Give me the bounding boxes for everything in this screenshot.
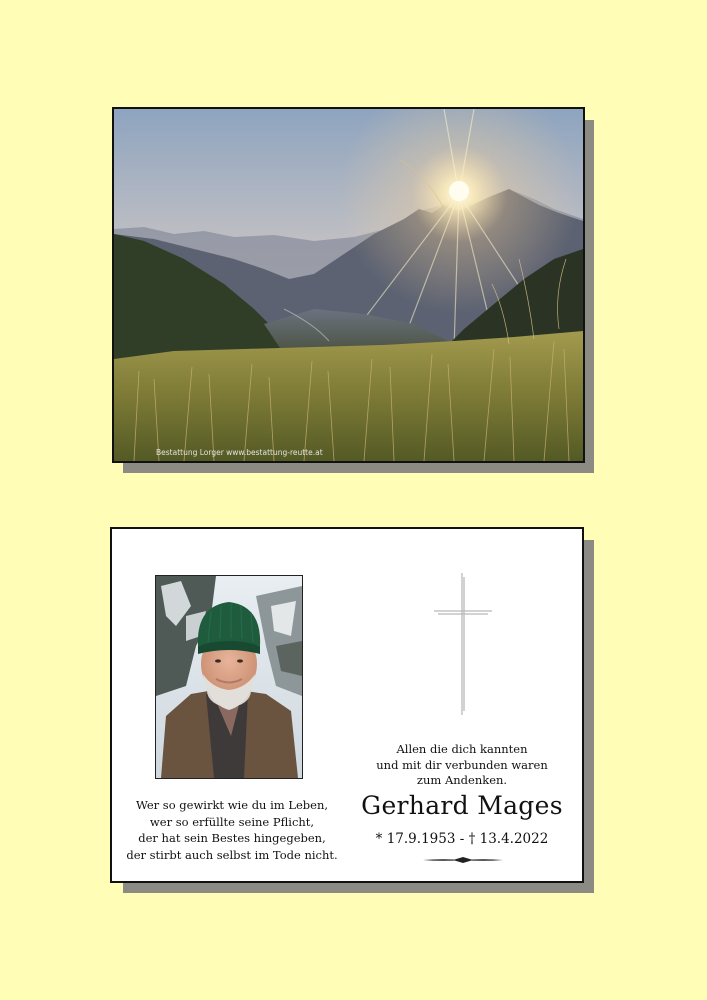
memorial-card <box>110 527 584 883</box>
poem-line: der hat sein Bestes hingegeben, <box>138 831 326 845</box>
poem-line: der stirbt auch selbst im Tode nicht. <box>126 847 338 862</box>
photographer-watermark: Bestattung Lorger www.bestattung-reutte.at <box>156 448 323 457</box>
ornament-divider-icon <box>423 856 503 864</box>
remembrance-line: und mit dir verbunden waren <box>376 757 548 772</box>
portrait-image <box>156 576 302 778</box>
landscape-photo <box>114 109 583 461</box>
memorial-poem <box>122 797 342 863</box>
poem-line: Wer so gewirkt wie du im Leben, <box>135 798 329 812</box>
portrait-photo <box>155 575 303 779</box>
remembrance-line: zum Andenken. <box>416 773 508 787</box>
remembrance-text <box>352 742 572 789</box>
remembrance-line: Allen die dich kannten <box>396 742 528 756</box>
deceased-name: Gerhard Mages <box>361 791 563 820</box>
cross-icon <box>432 571 494 717</box>
poem-line: wer so erfüllte seine Pflicht, <box>149 814 315 829</box>
life-dates: * 17.9.1953 - † 13.4.2022 <box>375 831 549 847</box>
landscape-card <box>112 107 585 463</box>
